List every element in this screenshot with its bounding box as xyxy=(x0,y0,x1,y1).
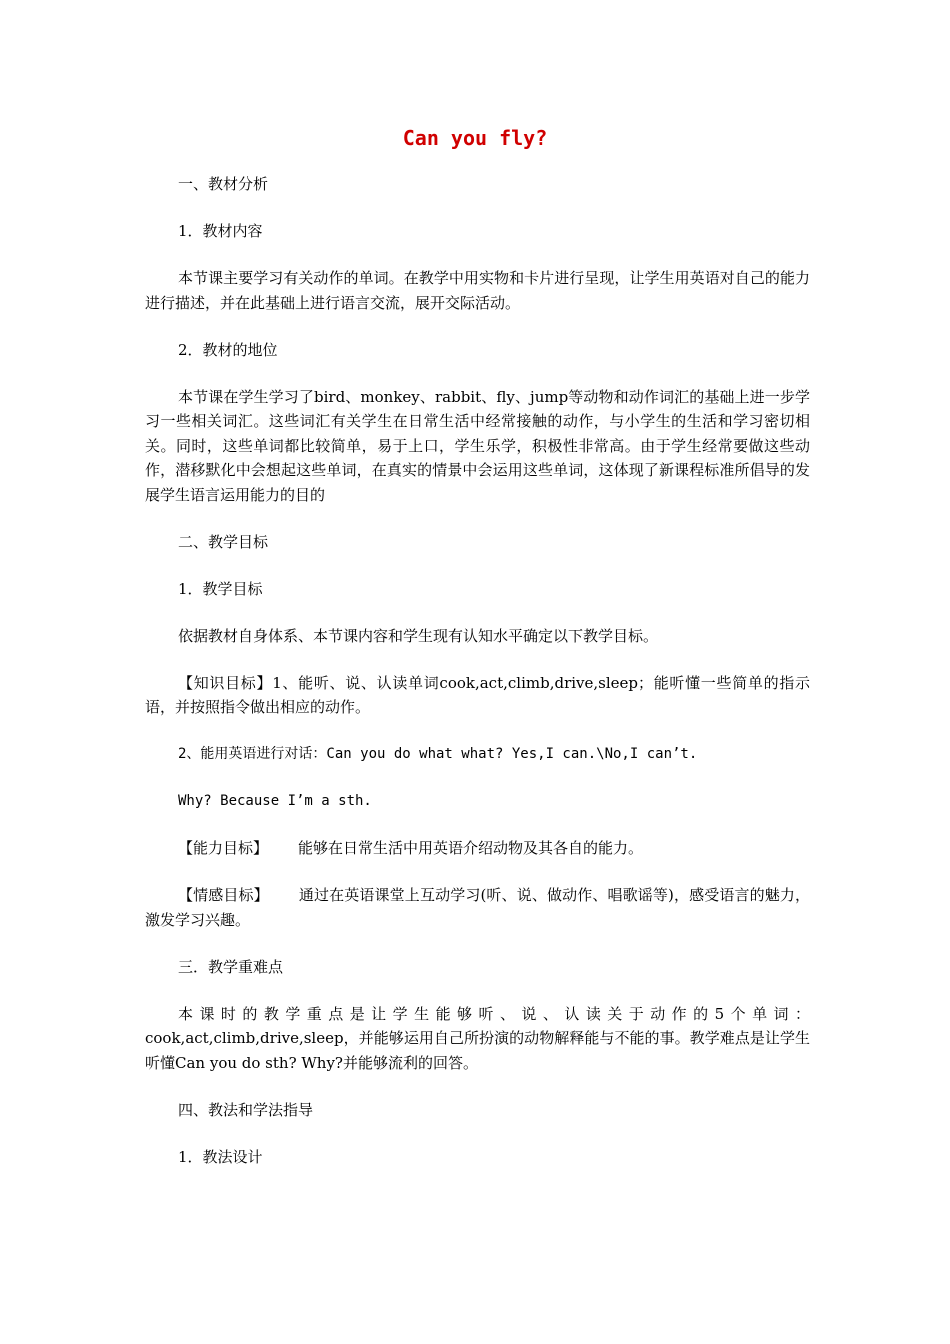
emotion-goal-text: 通过在英语课堂上互动学习(听、说、做动作、唱歌谣等)，感受语言的魅力，激发学习兴趣。 xyxy=(145,886,810,929)
body-paragraph: 本节课在学生学习了bird、monkey、rabbit、fly、jump等动物和动作词汇的基础上进一步学习一些相关词汇。这些词汇有关学生在日常生活中经常接触的动作，与小学生的生活和学习密切相关。同时，这些单词都比较简单，易于上口，学生乐学，积极性非常高。由于学生经常要做这些动作，潜移默化中会想起这些单词，在真实的情景中会运用这些单词，这体现了新课程标准所倡导的发展学生语言运用能力的目的 xyxy=(145,387,810,504)
ability-goal-label: 【能力目标】 xyxy=(178,839,269,857)
subsection-heading: 1．教学目标 xyxy=(178,579,263,598)
body-paragraph: 本课时的教学重点是让学生能够听、说、认读关于动作的5个单词：cook,act,climb,drive,sleep，并能够运用自己所扮演的动物解释能与不能的事。教学难点是让学生听懂Can you do sth? Why?并能够流利的回答。 xyxy=(145,1004,810,1072)
document-body xyxy=(145,172,810,1192)
body-paragraph: 依据教材自身体系、本节课内容和学生现有认知水平确定以下教学目标。 xyxy=(178,626,659,645)
subsection-heading: 1．教法设计 xyxy=(178,1147,263,1166)
dialogue-goal-paragraph: 2、能用英语进行对话：Can you do what what? Yes,I can.\No,I can’t. xyxy=(178,746,698,762)
subsection-heading: 2．教材的地位 xyxy=(178,340,278,359)
document-title: Can you fly? xyxy=(402,126,548,150)
section-heading: 二、教学目标 xyxy=(178,532,269,551)
emotion-goal-paragraph xyxy=(145,883,810,932)
ability-goal-text: 能够在日常生活中用英语介绍动物及其各自的能力。 xyxy=(298,839,644,857)
subsection-heading: 1．教材内容 xyxy=(178,222,263,240)
dialogue-example-paragraph: Why? Because I’m a sth. xyxy=(178,793,372,809)
section-heading: 一、教材分析 xyxy=(178,175,269,193)
body-paragraph: 本节课主要学习有关动作的单词。在教学中用实物和卡片进行呈现，让学生用英语对自己的能力进行描述，并在此基础上进行语言交流，展开交际活动。 xyxy=(145,269,810,312)
emotion-goal-label: 【情感目标】 xyxy=(178,886,269,904)
ability-goal-paragraph xyxy=(145,836,810,861)
section-heading: 三．教学重难点 xyxy=(178,957,284,976)
knowledge-goal-paragraph: 【知识目标】1、能听、说、认读单词cook,act,climb,drive,sleep；能听懂一些简单的指示语，并按照指令做出相应的动作。 xyxy=(145,673,810,716)
section-heading: 四、教法和学法指导 xyxy=(178,1100,314,1119)
